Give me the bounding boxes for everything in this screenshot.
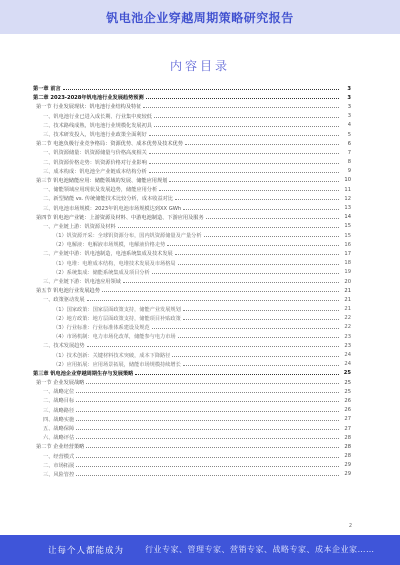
toc-entry-page: 23 [344,333,351,340]
toc-entry[interactable] [33,396,351,405]
toc-entry-page: 21 [344,287,351,294]
toc-leader-dots [76,466,339,467]
toc-leader-dots [152,273,339,274]
toc-entry-page: 25 [344,388,351,395]
toc-leader-dots [87,346,339,347]
toc-entry-text: 第三节 钒电池储能应用：储能领域的发展、储能应用规划 [36,177,168,184]
toc-entry-text: 二、市场拓展 [43,462,75,469]
toc-entry-page: 17 [344,250,351,257]
toc-entry-text: 一、储能领域应用现状及发展趋势，储能应用分析 [43,187,158,194]
toc-leader-dots [102,291,339,292]
toc-entry-page: 9 [347,168,351,175]
toc-entry-page: 10 [344,177,351,184]
toc-leader-dots [185,144,339,145]
toc-entry-text: 一、钒资源储量：钒资源储量与价格高度相关 [43,150,147,157]
toc-leader-dots [76,475,339,476]
report-title: 钒电池企业穿越周期策略研究报告 [106,11,294,25]
toc-entry-text: 三、钒电池市场规模：2023年钒电池市场规模达到XX GWh [43,205,182,212]
toc-leader-dots [175,199,339,200]
toc-entry[interactable] [33,332,351,341]
toc-entry-text: 第五节 钒电池行业发展趋势 [36,288,100,295]
toc-entry[interactable] [33,360,351,369]
toc-entry-text: （3）行业标准：行业标准体系建设及规范 [53,324,150,331]
toc-entry-page: 15 [344,223,351,230]
toc-leader-dots [169,181,339,182]
footer-bar [0,535,400,565]
toc-leader-dots [149,135,339,136]
footer-slogan: 让每个人都能成为 [48,546,125,556]
toc-leader-dots [76,401,339,402]
toc-entry-page: 3 [347,113,351,120]
toc-entry[interactable] [33,167,351,176]
toc-entry-text: 三、风险管控 [43,471,75,478]
page-number: 2 [348,523,352,529]
toc-entry[interactable] [33,213,351,222]
toc-entry[interactable] [33,185,351,194]
toc-entry-text: 第二节 电池负极行业竞争格局：资源优势、成本优势及技术优势 [36,141,183,148]
toc-entry[interactable] [33,93,351,102]
toc-entry-page: 14 [344,214,351,221]
toc-entry[interactable] [33,452,351,461]
toc-entry-text: 二、技术路线成熟，钒电池行业规模化发展初具 [43,122,152,129]
table-of-contents [33,84,351,479]
toc-entry-text: 一、钒电池行业已进入成长期、行业集中度较低 [43,113,152,120]
toc-entry[interactable] [33,341,351,350]
toc-entry-text: 二、技术发展趋势 [43,343,85,350]
toc-entry-text: 三、成本构成：钒电池全产业链成本结构分析 [43,168,147,175]
toc-entry[interactable] [33,387,351,396]
toc-entry-text: （1）技术创新：关键材料技术突破，成本下降路径 [53,352,171,359]
toc-leader-dots [123,282,339,283]
toc-leader-dots [87,300,339,301]
toc-entry-text: 一、产业链上游：钒资源及材料 [43,223,116,230]
toc-entry[interactable] [33,176,351,185]
toc-entry-page: 29 [344,471,351,478]
toc-entry[interactable] [33,222,351,231]
toc-leader-dots [149,172,339,173]
toc-entry[interactable] [33,286,351,295]
toc-entry-text: 二、产业链中游：钒电池制造，电池系统集成及技术发展 [43,251,173,258]
toc-entry-text: （2）系统集成：储能系统集成及项目分析 [53,269,150,276]
toc-entry-text: （1）钒资源开采：全球钒资源分布，国内钒资源储量及产量分析 [53,233,202,240]
toc-entry[interactable] [33,102,351,111]
toc-entry-page: 22 [344,324,351,331]
toc-entry-text: （2）地方政策：地方层面政策支持，储能项目补贴政策 [53,315,181,322]
toc-entry-page: 27 [344,416,351,423]
toc-entry-page: 8 [347,159,351,166]
toc-entry-page: 3 [347,103,351,110]
toc-entry-text: 六、战略评估 [43,435,75,442]
report-header [0,0,400,34]
toc-entry-page: 12 [344,195,351,202]
toc-entry[interactable] [33,240,351,249]
toc-entry-page: 21 [344,296,351,303]
toc-leader-dots [86,447,339,448]
toc-entry-page: 11 [344,186,351,193]
toc-leader-dots [135,374,339,375]
toc-entry-page: 3 [347,85,351,92]
toc-entry[interactable] [33,277,351,286]
toc-entry-text: 三、战略路径 [43,407,75,414]
toc-leader-dots [183,310,339,311]
toc-entry-page: 26 [344,407,351,414]
toc-entry-text: 第一章 前言 [33,86,61,93]
toc-leader-dots [76,420,339,421]
toc-entry[interactable] [33,121,351,130]
toc-entry[interactable] [33,84,351,93]
toc-entry[interactable] [33,259,351,268]
toc-entry[interactable] [33,231,351,240]
toc-entry[interactable] [33,249,351,258]
toc-entry-text: 一、战略定位 [43,389,75,396]
toc-leader-dots [183,319,339,320]
toc-leader-dots [143,107,339,108]
toc-leader-dots [76,411,339,412]
toc-leader-dots [183,209,339,210]
toc-entry-text: （2）电解液：电解液市场规模，电解液价格走势 [53,242,166,249]
toc-entry[interactable] [33,415,351,424]
toc-leader-dots [76,457,339,458]
toc-entry-text: 五、战略保障 [43,426,75,433]
toc-entry[interactable] [33,148,351,157]
toc-entry[interactable] [33,470,351,479]
toc-entry[interactable] [33,203,351,212]
toc-entry-text: （4）市场机制：电力市场化改革，储能参与电力市场 [53,334,176,341]
toc-entry-text: 一、政策驱动发展 [43,297,85,304]
toc-entry-page: 29 [344,462,351,469]
toc-entry-page: 18 [344,260,351,267]
toc-entry-page: 28 [344,443,351,450]
toc-leader-dots [154,126,339,127]
toc-leader-dots [204,236,339,237]
toc-leader-dots [159,190,339,191]
toc-entry-page: 28 [344,453,351,460]
toc-entry-text: 二、战略目标 [43,398,75,405]
toc-entry-text: 第二章 2023-2028年钒电池行业发展趋势预测 [33,95,144,102]
toc-entry-text: 二、钒资源价格走势：钒资源价格对行业影响 [43,159,147,166]
toc-entry-page: 16 [344,241,351,248]
toc-entry[interactable] [33,139,351,148]
toc-entry-page: 4 [347,122,351,129]
toc-entry[interactable] [33,194,351,203]
toc-entry[interactable] [33,461,351,470]
toc-entry[interactable] [33,295,351,304]
toc-leader-dots [86,383,339,384]
toc-entry-page: 28 [344,434,351,441]
footer-tagline: 行业专家、管理专家、营销专家、战略专家、成本企业家…… [145,545,375,554]
toc-entry-page: 22 [344,315,351,322]
toc-entry[interactable] [33,305,351,314]
toc-title: 内容目录 [169,59,230,73]
toc-leader-dots [76,429,339,430]
toc-leader-dots [175,254,339,255]
toc-entry[interactable] [33,268,351,277]
toc-leader-dots [167,245,339,246]
toc-entry-text: 第四节 钒电池产业链：上游资源及材料、中游电池制造、下游应用及服务 [36,214,204,221]
toc-entry-text: 二、新型储能 vs. 传统储能技术比较分析，成本收益对比 [43,196,174,203]
toc-entry-page: 21 [344,306,351,313]
toc-entry[interactable] [33,130,351,139]
toc-entry[interactable] [33,442,351,451]
toc-entry-page: 27 [344,425,351,432]
toc-entry-text: 一、经营模式 [43,453,75,460]
toc-entry-page: 25 [343,370,351,377]
toc-entry-text: （1）国家政策：国家层面政策支持，储能产业发展规划 [53,306,181,313]
toc-entry-page: 26 [344,397,351,404]
toc-entry-text: 第二节 企业经营策略 [36,444,85,451]
toc-leader-dots [152,328,339,329]
toc-entry-page: 24 [344,361,351,368]
toc-entry-page: 15 [344,232,351,239]
toc-entry[interactable] [33,433,351,442]
toc-entry[interactable] [33,369,351,378]
toc-entry[interactable] [33,112,351,121]
toc-entry-text: （2）应用拓展：应用场景拓展，储能市场规模持续增长 [53,361,181,368]
toc-leader-dots [149,163,339,164]
toc-entry-page: 25 [344,379,351,386]
toc-leader-dots [183,365,339,366]
toc-entry-text: （1）电堆：电堆成本结构，电堆技术发展及市场格局 [53,260,176,267]
toc-entry[interactable] [33,158,351,167]
toc-entry-text: 第一节 企业发展战略 [36,380,85,387]
toc-leader-dots [178,264,339,265]
toc-entry-text: 第一节 行业发展现状：钒电池行业结构及特征 [36,104,142,111]
toc-leader-dots [76,392,339,393]
toc-leader-dots [206,218,339,219]
toc-entry[interactable] [33,314,351,323]
toc-leader-dots [63,89,339,90]
toc-entry-page: 3 [347,94,351,101]
toc-leader-dots [146,98,339,99]
toc-leader-dots [149,153,339,154]
toc-entry[interactable] [33,378,351,387]
toc-entry[interactable] [33,406,351,415]
toc-leader-dots [172,356,339,357]
toc-entry-text: 第三章 钒电池企业穿越周期生存与发展策略 [33,370,134,377]
toc-entry-page: 24 [344,352,351,359]
toc-entry-page: 13 [344,205,351,212]
toc-leader-dots [154,117,339,118]
toc-entry-page: 23 [344,342,351,349]
toc-entry-text: 四、战略实施 [43,416,75,423]
toc-entry-page: 5 [347,131,351,138]
toc-entry[interactable] [33,323,351,332]
toc-entry-page: 6 [347,140,351,147]
toc-entry-page: 19 [344,269,351,276]
toc-leader-dots [76,438,339,439]
toc-leader-dots [178,337,339,338]
toc-entry[interactable] [33,424,351,433]
toc-entry-text: 三、产业链下游：钒电池应用领域 [43,279,121,286]
toc-entry-page: 7 [347,149,351,156]
toc-leader-dots [118,227,339,228]
toc-entry-text: 三、技术研发投入，钒电池行业政策全面利好 [43,132,147,139]
toc-entry-page: 20 [344,278,351,285]
toc-entry[interactable] [33,350,351,359]
